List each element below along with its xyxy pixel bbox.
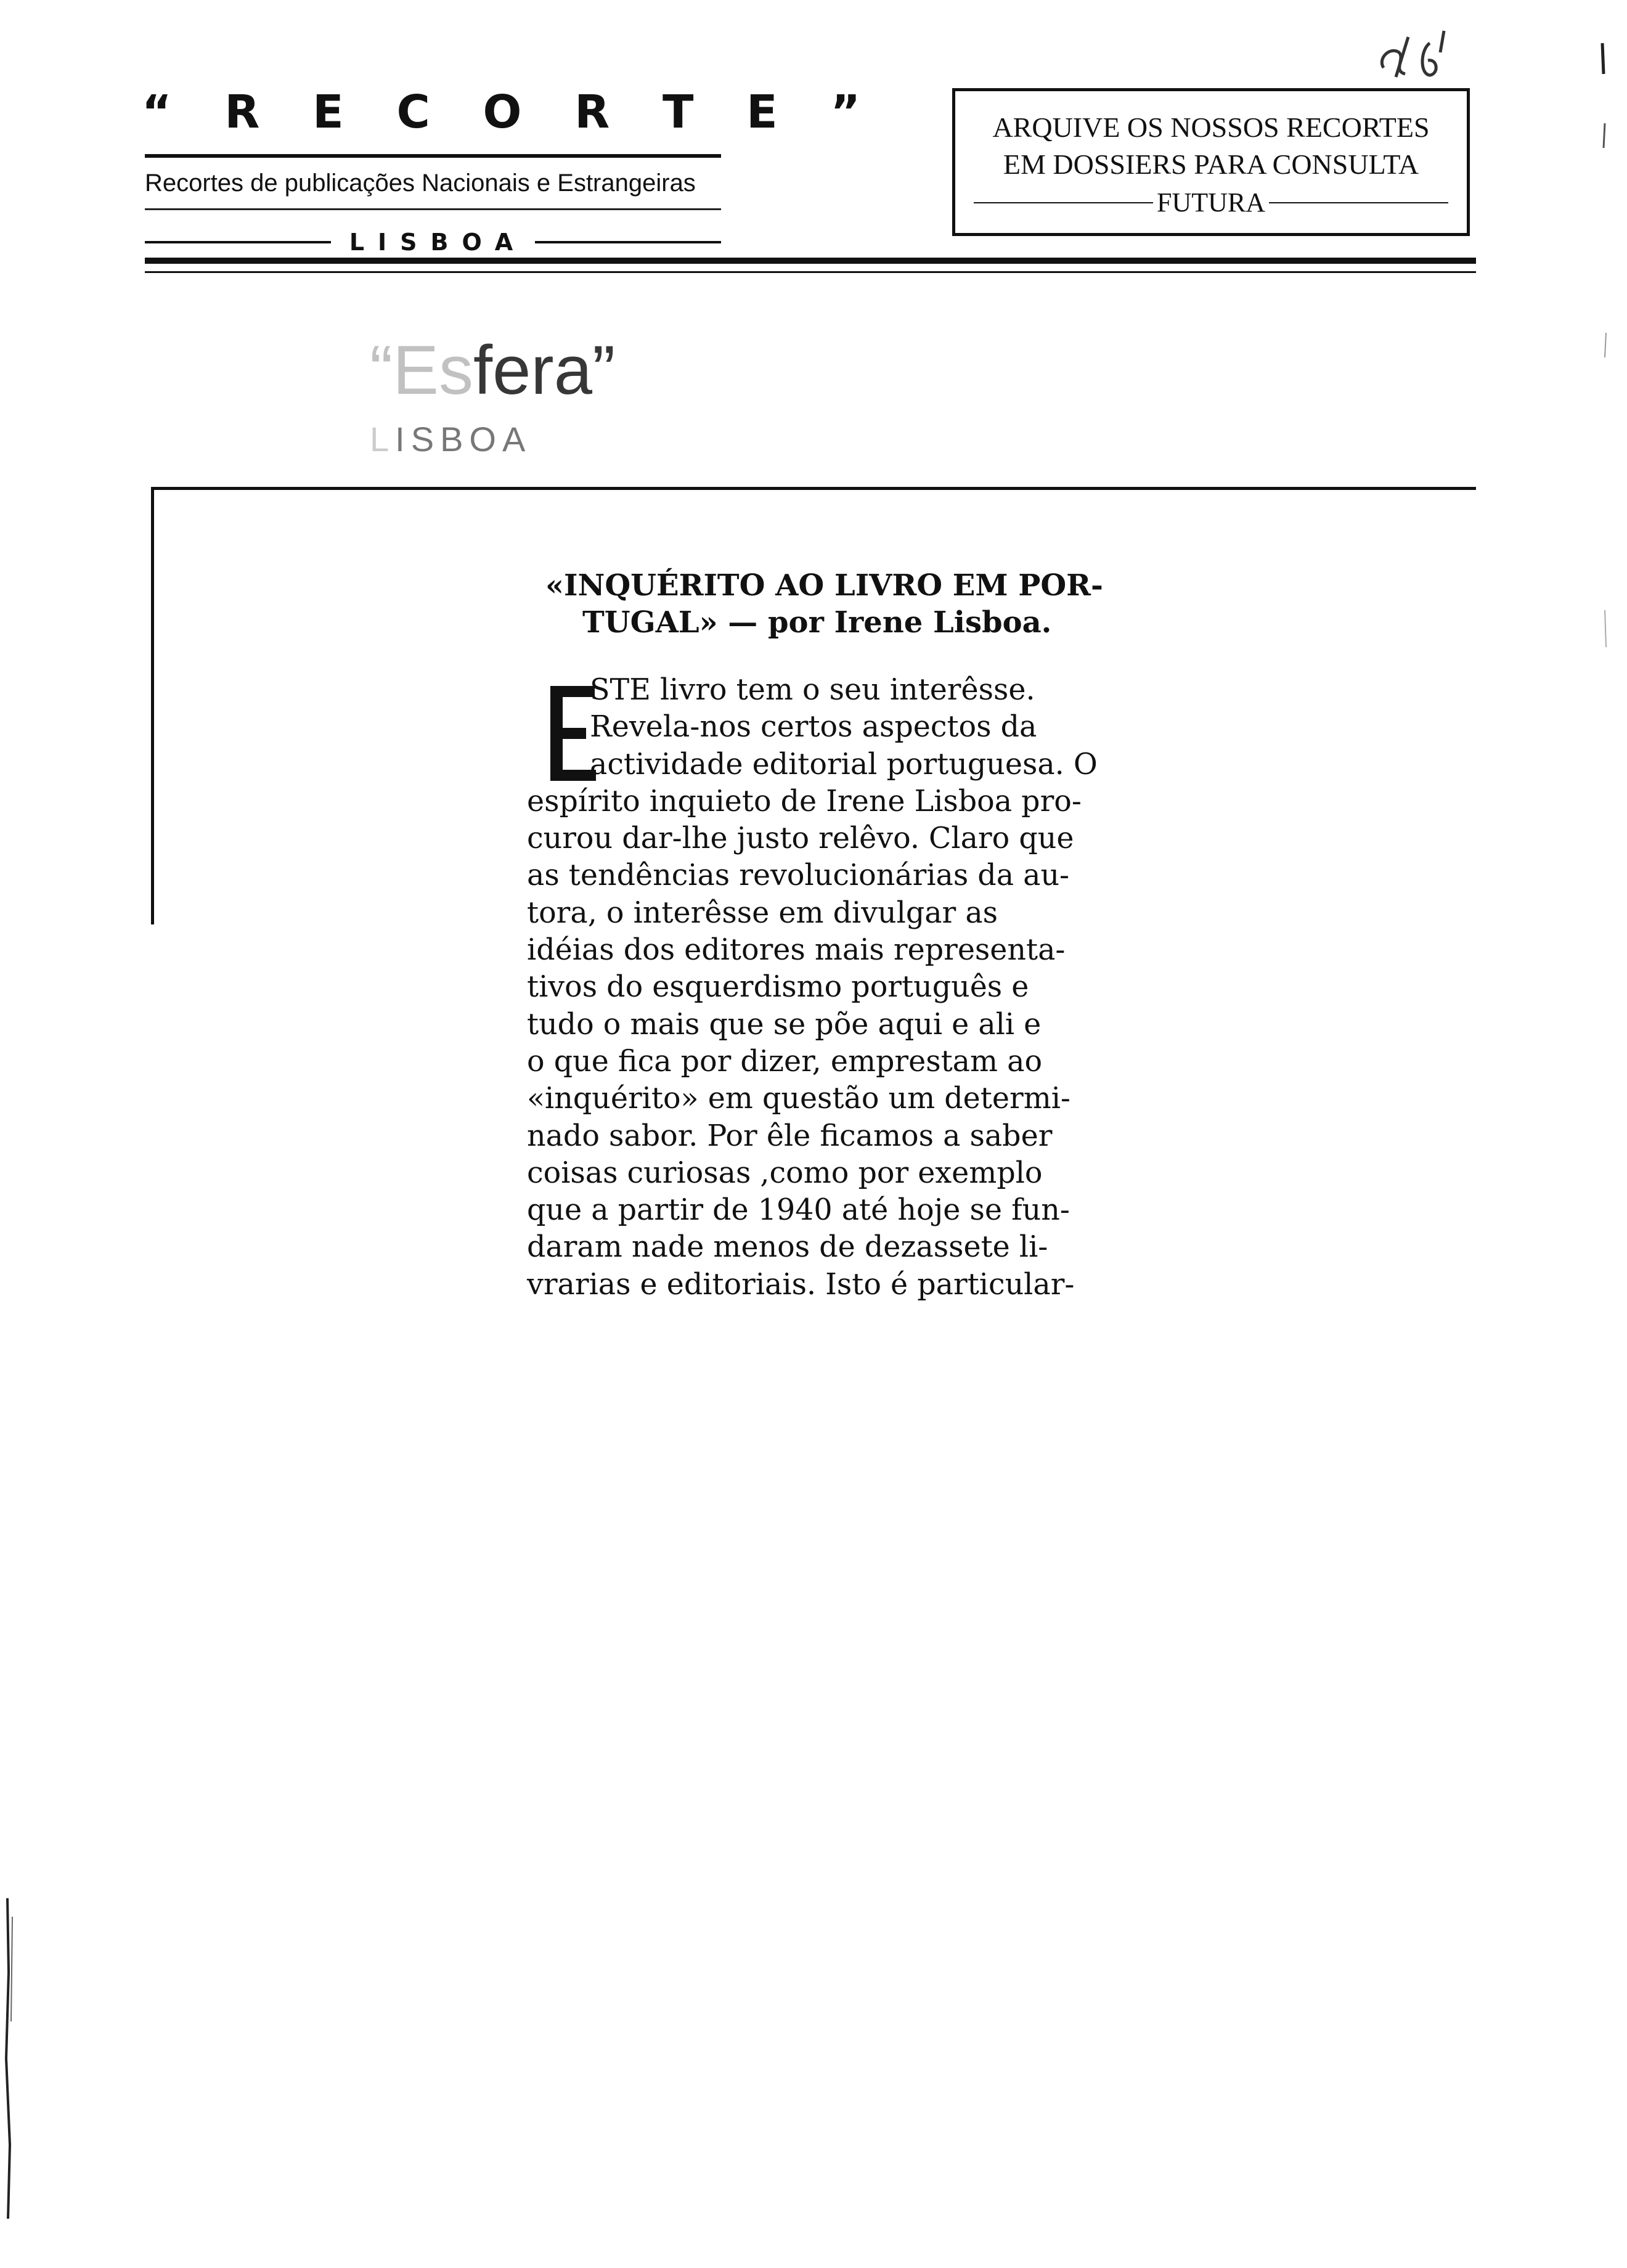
article-line: vrarias e editoriais. Isto é particular-: [527, 1267, 1075, 1302]
scan-edge-mark: [1590, 37, 1615, 715]
article-headline: [545, 567, 1162, 641]
article-line: idéias dos editores mais representa-: [527, 933, 1066, 968]
article-line: «inquérito» em questão um determi-: [527, 1082, 1070, 1116]
scan-edge-mark: [0, 1898, 18, 2219]
header-rule-thin: [145, 271, 1476, 273]
brand-name: “ R E C O R T E ”: [142, 86, 879, 139]
subtitle-underline: [145, 208, 721, 210]
divider: [145, 241, 331, 243]
clipping-frame-left: [151, 487, 154, 924]
city-row: [145, 225, 721, 259]
divider: [974, 202, 1153, 203]
brand-subtitle: Recortes de publicações Nacionais e Estrangeiras: [145, 169, 696, 197]
article-line: espírito inquieto de Irene Lisboa pro-: [527, 784, 1082, 818]
article-line: STE livro tem o seu interêsse.: [590, 673, 1035, 707]
article-headline-line2: TUGAL» — por Irene Lisboa.: [582, 605, 1052, 640]
divider: [535, 241, 721, 243]
article-line: tudo o mais que se põe aqui e ali e: [527, 1007, 1042, 1042]
article-line: tora, o interêsse em divulgar as: [527, 895, 998, 930]
handwritten-mark: [1371, 25, 1470, 86]
clipping-frame-top: [151, 487, 1476, 490]
article-line: actividade editorial portuguesa. O: [590, 747, 1098, 781]
brand-underline: [145, 154, 721, 158]
article-line: tivos do esquerdismo português e: [527, 970, 1029, 1005]
article-line: as tendências revolucionárias da au-: [527, 859, 1070, 893]
article-line: curou dar-lhe justo relêvo. Claro que: [527, 822, 1074, 856]
source-stamp-city: [370, 419, 531, 459]
article-line: daram nade menos de dezassete li-: [527, 1230, 1048, 1265]
source-stamp-faint: “Es: [370, 332, 473, 409]
archive-notice-line3: FUTURA: [1156, 187, 1266, 218]
source-stamp-city-faint: L: [370, 420, 396, 459]
source-stamp-paper: [370, 332, 616, 409]
article-line: coisas curiosas ,como por exemplo: [527, 1156, 1043, 1190]
article-line: Revela-nos certos aspectos da: [590, 710, 1037, 744]
archive-notice-line1: ARQUIVE OS NOSSOS RECORTES: [992, 112, 1430, 143]
article-headline-line1: «INQUÉRITO AO LIVRO EM POR-: [545, 568, 1103, 603]
article-body: [527, 672, 1159, 1303]
divider: [1269, 202, 1448, 203]
archive-notice-box: [952, 88, 1470, 236]
archive-notice-line2: EM DOSSIERS PARA CONSULTA: [1003, 149, 1419, 180]
source-stamp-name: fera”: [473, 332, 616, 409]
source-stamp-city-text: ISBOA: [395, 420, 532, 459]
archive-notice-line3-row: [974, 187, 1448, 218]
article-line: nado sabor. Por êle ficamos a saber: [527, 1119, 1053, 1153]
article-line: que a partir de 1940 até hoje se fun-: [527, 1193, 1070, 1228]
header-rule-thick: [145, 258, 1476, 264]
article-line: o que fica por dizer, emprestam ao: [527, 1044, 1043, 1079]
brand-city: LISBOA: [349, 229, 527, 256]
